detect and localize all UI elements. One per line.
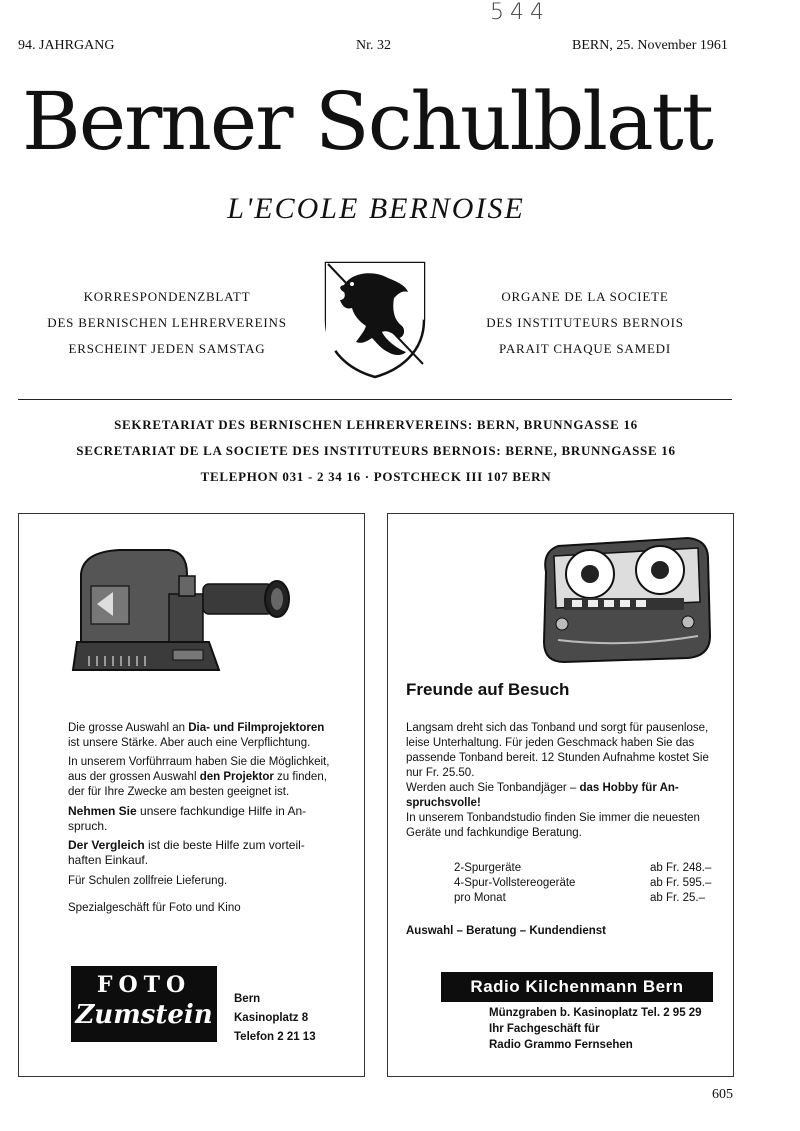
right-tagline-line: PARAIT CHAQUE SAMEDI — [498, 341, 672, 356]
ad-left-address — [234, 990, 316, 1047]
logo-foto-word: FOTO — [96, 972, 192, 998]
ad-right-address — [489, 1005, 702, 1053]
tape-recorder-illustration-icon — [538, 532, 714, 668]
address-line: Ihr Fachgeschäft für — [489, 1023, 600, 1035]
masthead-title: Berner Schulblatt — [22, 75, 712, 168]
ad-left-paragraph: Der Vergleich ist die beste Hilfe zum vorteilhaften Einkauf. — [68, 838, 305, 867]
left-tagline-line: ERSCHEINT JEDEN SAMSTAG — [68, 341, 266, 356]
left-tagline-line: KORRESPONDENZBLATT — [83, 289, 251, 304]
address-line: Radio Grammo Fernsehen — [489, 1039, 633, 1051]
header-divider — [18, 399, 732, 400]
ad-right-paragraph: Werden auch Sie Tonbandjäger – das Hobby für Anspruchsvolle! — [406, 782, 679, 809]
price-value: ab Fr. 248.– — [650, 862, 712, 874]
price-row — [454, 861, 722, 876]
ad-left-paragraph: Spezialgeschäft für Foto und Kino — [68, 902, 241, 914]
price-row — [454, 891, 722, 906]
price-item: 2-Spurgeräte — [454, 862, 522, 874]
address-line: Münzgraben b. Kasinoplatz Tel. 2 95 29 — [489, 1007, 702, 1019]
ad-foto-zumstein — [18, 513, 365, 1077]
left-tagline-line: DES BERNISCHEN LEHRERVEREINS — [47, 315, 287, 330]
bern-coat-of-arms-icon — [322, 260, 428, 380]
ad-right-tagline: Auswahl – Beratung – Kundendienst — [406, 925, 606, 937]
ad-right-paragraph: Langsam dreht sich das Tonband und sorgt für pausenlose, leise Unterhaltung. Für jeden Geschmack haben Sie das passende Tonband bereit. 12 Stunden Aufnahme kostet Sie nur Fr. 25.50. — [406, 722, 709, 779]
ad-left-paragraph: In unserem Vorführraum haben Sie die Möglichkeit, aus der grossen Auswahl den Projektor zu finden, der für Ihre Zwecke am besten geeignet ist. — [68, 756, 330, 798]
ad-right-body — [406, 721, 718, 845]
price-item: 4-Spur-Vollstereogeräte — [454, 877, 576, 889]
right-tagline-line: DES INSTITUTEURS BERNOIS — [486, 315, 684, 330]
foto-zumstein-logo — [71, 966, 217, 1042]
volume-label: 94. JAHRGANG — [18, 38, 115, 53]
projector-illustration-icon — [69, 544, 299, 684]
address-line: Kasinoplatz 8 — [234, 1012, 309, 1024]
secretariat-contact: TELEPHON 031 - 2 34 16 · POSTCHECK III 107 BERN — [200, 469, 552, 484]
secretariat-line-de: SEKRETARIAT DES BERNISCHEN LEHRERVEREINS: BERN, BRUNNGASSE 16 — [114, 417, 638, 432]
ad-right-heading: Freunde auf Besuch — [406, 680, 570, 699]
price-item: pro Monat — [454, 892, 506, 904]
logo-zumstein-word: Zumstein — [75, 1000, 213, 1030]
ad-left-paragraph: Nehmen Sie unsere fachkundige Hilfe in Anspruch. — [68, 804, 307, 833]
issue-number: Nr. 32 — [356, 38, 391, 53]
ad-left-paragraph: Die grosse Auswahl an Dia- und Filmprojektoren ist unsere Stärke. Aber auch eine Verpflichtung. — [68, 722, 325, 749]
radio-kilchenmann-banner: Radio Kilchenmann Bern — [441, 972, 713, 1002]
right-tagline — [440, 284, 730, 362]
left-tagline — [22, 284, 312, 362]
ad-right-paragraph: In unserem Tonbandstudio finden Sie immer die neuesten Geräte und fachkundige Beratung. — [406, 812, 700, 839]
issue-date: BERN, 25. November 1961 — [572, 38, 728, 53]
price-value: ab Fr. 595.– — [650, 877, 712, 889]
address-line: Telefon 2 21 13 — [234, 1031, 316, 1043]
price-row — [454, 876, 722, 891]
handwritten-note: 544 — [490, 0, 550, 25]
secretariat-line-fr: SECRETARIAT DE LA SOCIETE DES INSTITUTEURS BERNOIS: BERNE, BRUNNGASSE 16 — [76, 443, 676, 458]
page-number: 605 — [712, 1087, 733, 1102]
price-list — [454, 861, 722, 906]
ad-left-body — [68, 721, 330, 920]
ad-radio-kilchenmann — [387, 513, 734, 1077]
right-tagline-line: ORGANE DE LA SOCIETE — [501, 289, 669, 304]
address-line: Bern — [234, 993, 261, 1005]
ad-left-paragraph: Für Schulen zollfreie Lieferung. — [68, 875, 228, 887]
price-value: ab Fr. 25.– — [650, 892, 705, 904]
masthead-subtitle: L'ECOLE BERNOISE — [227, 192, 525, 225]
